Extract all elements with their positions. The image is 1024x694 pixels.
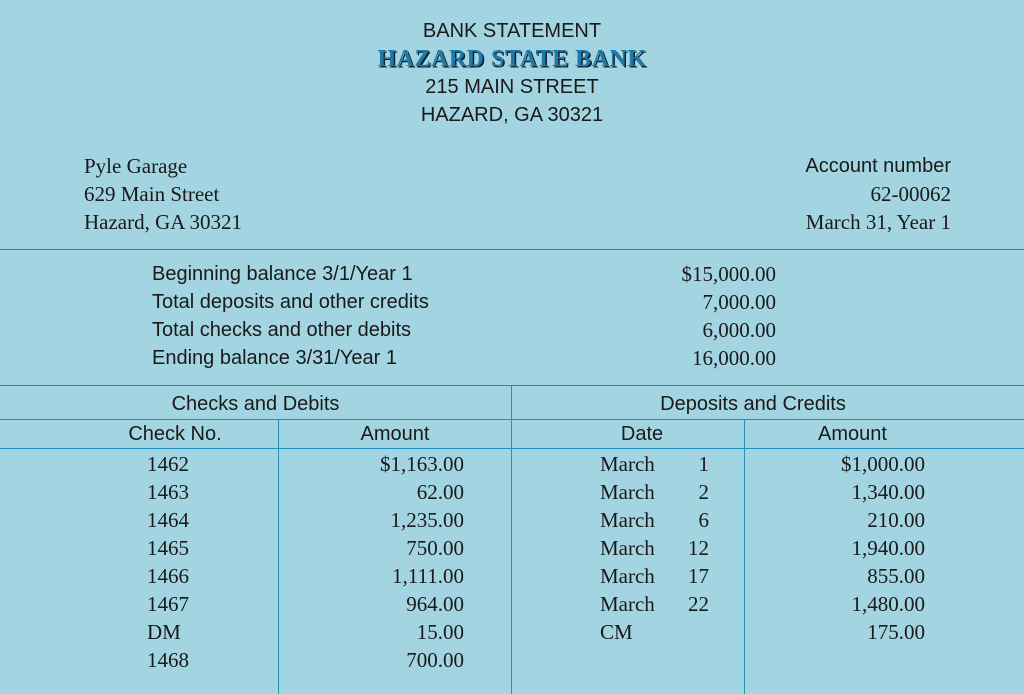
check-number: 1464: [147, 508, 189, 532]
deposit-day: 12: [688, 536, 709, 560]
deposit-day: 2: [698, 480, 709, 504]
account-number: 62-00062: [870, 182, 951, 206]
deposit-amount: 1,940.00: [851, 536, 925, 560]
deposit-month: March: [600, 536, 655, 560]
check-amount: $1,163.00: [380, 452, 464, 476]
summary-label: Ending balance 3/31/Year 1: [152, 347, 398, 369]
deposit-month: March: [600, 480, 655, 504]
deposit-month: March: [600, 508, 655, 532]
check-number: 1466: [147, 564, 189, 588]
deposit-month: March: [600, 452, 655, 476]
customer-name: Pyle Garage: [84, 154, 188, 178]
check-amount: 1,111.00: [392, 564, 464, 588]
check-amount-header: Amount: [360, 423, 430, 445]
check-no-header: Check No.: [128, 423, 222, 445]
check-amount: 750.00: [406, 536, 464, 560]
column-divider: [744, 420, 745, 694]
customer-city: Hazard, GA 30321: [84, 210, 243, 234]
deposit-amount-header: Amount: [818, 423, 887, 445]
bank-name: HAZARD STATE BANK: [377, 46, 647, 72]
checks-section-title: Checks and Debits: [171, 393, 340, 415]
summary-value: $15,000.00: [681, 262, 776, 286]
divider: [0, 419, 1024, 420]
deposit-month: March: [600, 564, 655, 588]
deposit-amount: 210.00: [867, 508, 925, 532]
deposit-amount: 855.00: [867, 564, 925, 588]
bank-city: HAZARD, GA 30321: [420, 104, 604, 126]
summary-value: 16,000.00: [692, 346, 776, 370]
deposit-day: 17: [688, 564, 709, 588]
divider: [0, 448, 1024, 449]
deposit-amount: 1,480.00: [851, 592, 925, 616]
deposit-date-header: Date: [620, 423, 664, 445]
deposit-amount: 175.00: [867, 620, 925, 644]
bank-street: 215 MAIN STREET: [425, 76, 599, 98]
column-divider: [278, 420, 279, 694]
summary-value: 7,000.00: [702, 290, 776, 314]
deposits-section-title: Deposits and Credits: [660, 393, 846, 415]
check-amount: 1,235.00: [390, 508, 464, 532]
check-amount: 964.00: [406, 592, 464, 616]
statement-title: BANK STATEMENT: [422, 20, 602, 42]
check-number: 1463: [147, 480, 189, 504]
check-amount: 62.00: [416, 480, 464, 504]
deposit-day: 1: [698, 452, 709, 476]
deposit-day: 6: [698, 508, 709, 532]
deposit-amount: 1,340.00: [851, 480, 925, 504]
divider: [0, 385, 1024, 386]
check-number: 1467: [147, 592, 189, 616]
deposit-amount: $1,000.00: [841, 452, 925, 476]
summary-label: Beginning balance 3/1/Year 1: [152, 263, 413, 285]
customer-street: 629 Main Street: [84, 182, 220, 206]
check-number: 1462: [147, 452, 189, 476]
divider: [0, 249, 1024, 250]
summary-value: 6,000.00: [702, 318, 776, 342]
deposit-day: 22: [688, 592, 709, 616]
check-number: DM: [147, 620, 181, 644]
check-amount: 700.00: [406, 648, 464, 672]
summary-label: Total checks and other debits: [152, 319, 412, 341]
statement-date: March 31, Year 1: [805, 210, 951, 234]
check-number: 1468: [147, 648, 189, 672]
check-amount: 15.00: [416, 620, 464, 644]
check-number: 1465: [147, 536, 189, 560]
account-number-label: Account number: [805, 155, 951, 177]
deposit-month: CM: [600, 620, 633, 644]
deposit-month: March: [600, 592, 655, 616]
summary-label: Total deposits and other credits: [152, 291, 429, 313]
